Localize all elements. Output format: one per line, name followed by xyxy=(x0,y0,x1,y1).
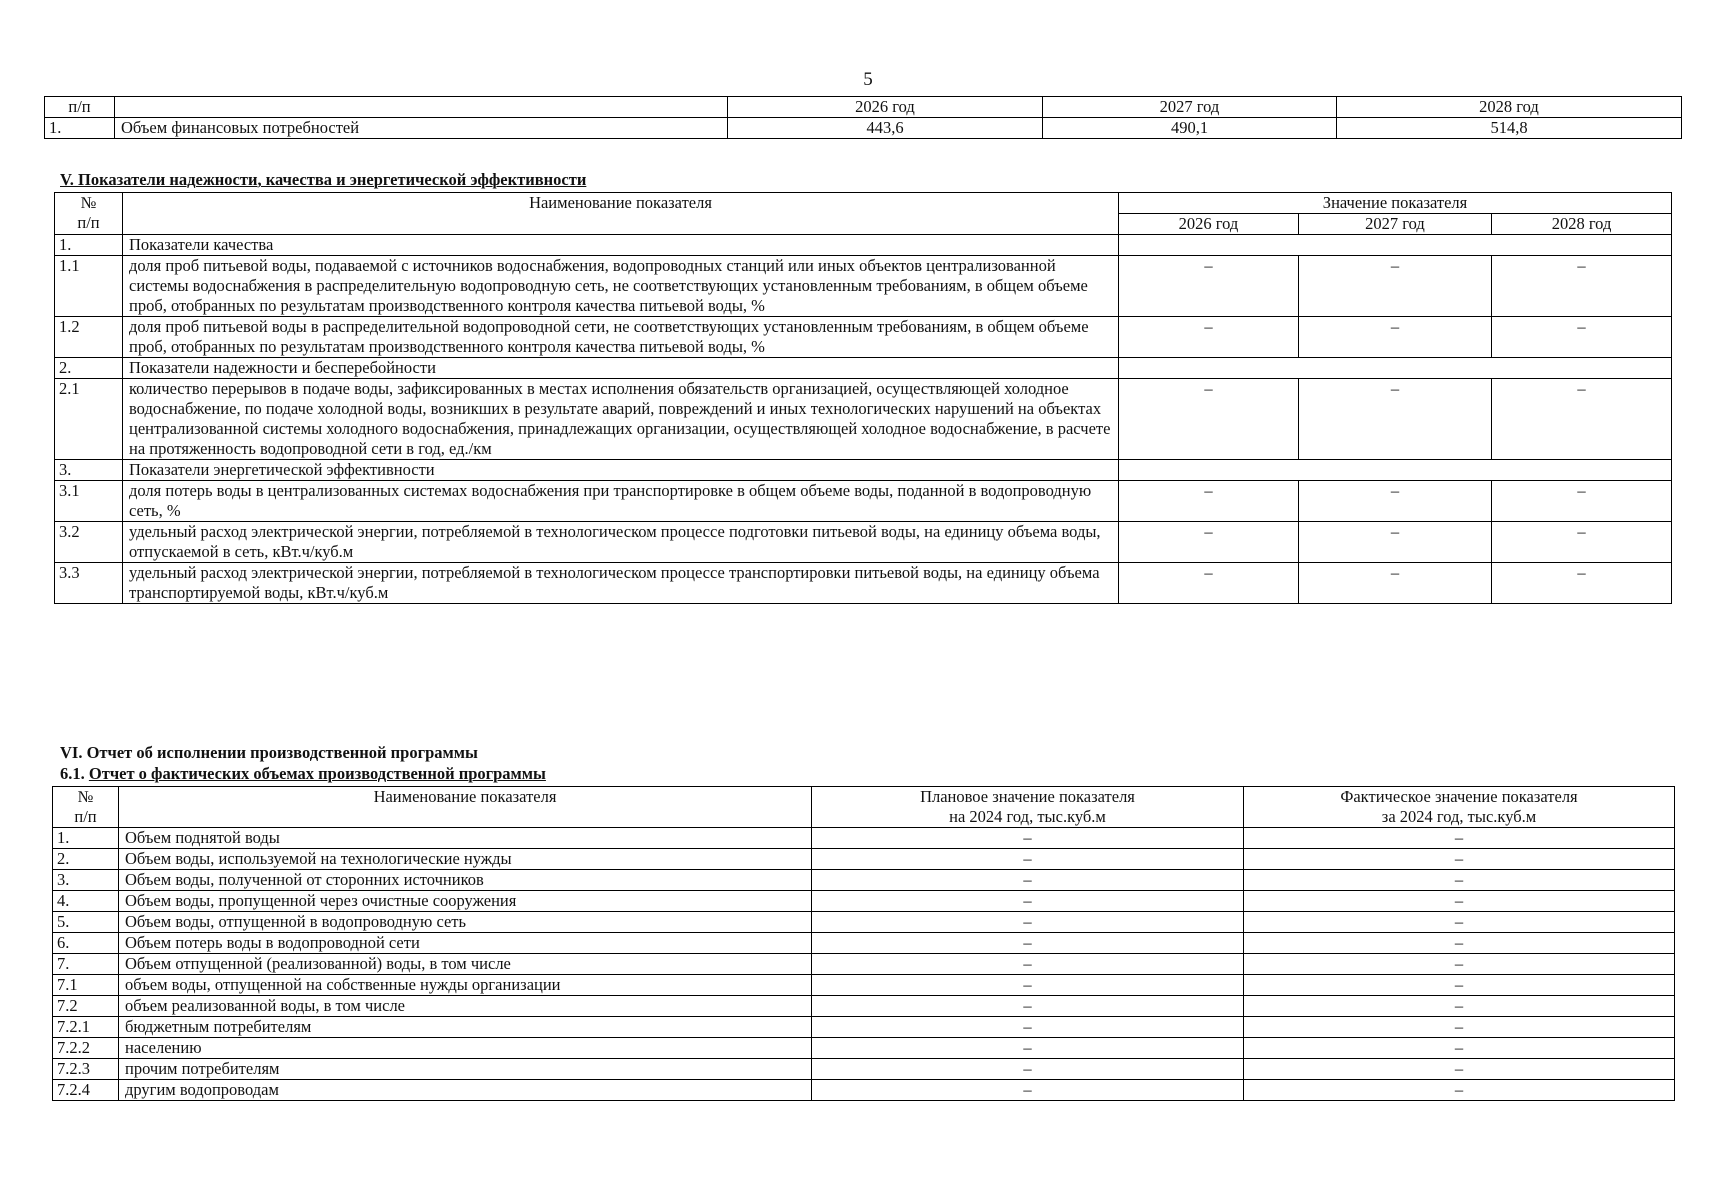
indicator-num: 2.1 xyxy=(55,379,123,460)
report-fact: – xyxy=(1244,996,1675,1017)
report-num: 4. xyxy=(53,891,119,912)
indicator-value xyxy=(1119,317,1299,358)
report-header-fact-line2: за 2024 год, тыс.куб.м xyxy=(1381,807,1537,826)
report-header-num-line1: № xyxy=(77,787,94,806)
report-row xyxy=(53,996,1675,1017)
report-plan: – xyxy=(812,1017,1244,1038)
report-fact: – xyxy=(1244,954,1675,975)
section-vi-subtitle-prefix: 6.1. xyxy=(60,764,89,783)
indicator-value-text: – xyxy=(1577,317,1586,336)
indicator-num: 1.2 xyxy=(55,317,123,358)
indicators-body xyxy=(55,235,1672,604)
report-header-plan-line1: Плановое значение показателя xyxy=(920,787,1135,806)
indicators-header-2026: 2026 год xyxy=(1119,214,1299,235)
report-row xyxy=(53,1080,1675,1101)
indicator-value-text: – xyxy=(1577,256,1586,275)
indicator-value xyxy=(1492,256,1672,317)
indicator-group-empty xyxy=(1119,358,1672,379)
indicator-value-text: – xyxy=(1577,481,1586,500)
report-name: Объем отпущенной (реализованной) воды, в том числе xyxy=(119,954,812,975)
report-name: Объем воды, полученной от сторонних источников xyxy=(119,870,812,891)
indicator-value-text: – xyxy=(1390,522,1400,541)
report-plan: – xyxy=(812,891,1244,912)
finance-header-2027: 2027 год xyxy=(1043,97,1337,118)
report-num: 7.1 xyxy=(53,975,119,996)
indicator-value xyxy=(1492,379,1672,460)
report-plan: – xyxy=(812,870,1244,891)
finance-table xyxy=(44,96,1682,139)
indicators-header-2028: 2028 год xyxy=(1492,214,1672,235)
report-name: прочим потребителям xyxy=(119,1059,812,1080)
indicator-value-text: – xyxy=(1204,522,1213,541)
indicator-value-text: – xyxy=(1577,379,1586,398)
indicator-num: 3. xyxy=(55,460,123,481)
indicator-value-text: – xyxy=(1204,481,1213,500)
report-table xyxy=(52,786,1675,1101)
finance-row xyxy=(45,118,1682,139)
indicator-num: 3.1 xyxy=(55,481,123,522)
report-body xyxy=(53,828,1675,1101)
indicator-value-text: – xyxy=(1390,256,1400,275)
report-plan: – xyxy=(812,954,1244,975)
report-plan: – xyxy=(812,912,1244,933)
indicator-group-empty xyxy=(1119,235,1672,256)
indicator-value-text: – xyxy=(1204,256,1213,275)
indicator-row xyxy=(55,256,1672,317)
indicator-num: 3.2 xyxy=(55,522,123,563)
section-v-title xyxy=(60,170,586,190)
indicators-header-num-line2: п/п xyxy=(77,213,100,232)
finance-header-2028: 2028 год xyxy=(1337,97,1682,118)
finance-row-2026: 443,6 xyxy=(728,118,1043,139)
indicator-name: удельный расход электрической энергии, потребляемой в технологическом процессе подготовки питьевой воды, на единицу объема воды, отпускаемой в сеть, кВт.ч/куб.м xyxy=(123,522,1119,563)
report-num: 7.2.4 xyxy=(53,1080,119,1101)
report-row xyxy=(53,1059,1675,1080)
section-vi-subtitle-text: Отчет о фактических объемах производственной программы xyxy=(88,764,546,783)
indicator-group-row xyxy=(55,235,1672,256)
indicators-header-2027: 2027 год xyxy=(1299,214,1492,235)
indicator-name: Показатели энергетической эффективности xyxy=(123,460,1119,481)
indicator-num: 2. xyxy=(55,358,123,379)
report-header-row xyxy=(53,787,1675,828)
indicator-num: 1.1 xyxy=(55,256,123,317)
finance-header-num: п/п xyxy=(45,97,115,118)
report-num: 3. xyxy=(53,870,119,891)
report-plan: – xyxy=(812,1080,1244,1101)
report-num: 7.2.3 xyxy=(53,1059,119,1080)
report-num: 7.2.2 xyxy=(53,1038,119,1059)
indicator-name: Показатели надежности и бесперебойности xyxy=(123,358,1119,379)
report-header-fact xyxy=(1244,787,1675,828)
report-num: 7. xyxy=(53,954,119,975)
report-header-fact-line1: Фактическое значение показателя xyxy=(1340,787,1578,806)
report-row xyxy=(53,975,1675,996)
report-row xyxy=(53,912,1675,933)
indicator-value xyxy=(1299,256,1492,317)
indicator-name: количество перерывов в подаче воды, зафиксированных в местах исполнения обязательств организацией, осуществляющей холодное водоснабжение, по подаче холодной воды, возникших в результате аварий, повреждений и иных технологических нарушений на объектах централизованной системы холодного водоснабжения, принадлежащих организации, осуществляющей холодное водоснабжение, в расчете на протяженность водопроводной сети в год, ед./км xyxy=(123,379,1119,460)
report-row xyxy=(53,870,1675,891)
indicator-value xyxy=(1299,522,1492,563)
finance-row-name: Объем финансовых потребностей xyxy=(115,118,728,139)
report-header-name: Наименование показателя xyxy=(119,787,812,828)
indicator-group-row xyxy=(55,460,1672,481)
indicator-name: доля проб питьевой воды, подаваемой с источников водоснабжения, водопроводных станций или иных объектов централизованной системы водоснабжения в распределительную водопроводную сеть, не соответствующих установленным требованиям, в общем объеме проб, отобранных по результатам производственного контроля качества питьевой воды, % xyxy=(123,256,1119,317)
indicators-header-num xyxy=(55,193,123,235)
report-plan: – xyxy=(812,849,1244,870)
report-num: 7.2.1 xyxy=(53,1017,119,1038)
indicator-row xyxy=(55,317,1672,358)
finance-row-2028: 514,8 xyxy=(1337,118,1682,139)
report-plan: – xyxy=(812,1059,1244,1080)
report-row xyxy=(53,849,1675,870)
indicator-value-text: – xyxy=(1390,481,1400,500)
finance-row-2027: 490,1 xyxy=(1043,118,1337,139)
indicator-value xyxy=(1492,563,1672,604)
finance-header-name xyxy=(115,97,728,118)
finance-header-row xyxy=(45,97,1682,118)
report-num: 2. xyxy=(53,849,119,870)
indicator-value-text: – xyxy=(1390,317,1400,336)
report-header-num-line2: п/п xyxy=(74,807,97,826)
report-header-num xyxy=(53,787,119,828)
indicator-num: 3.3 xyxy=(55,563,123,604)
report-num: 5. xyxy=(53,912,119,933)
indicator-value xyxy=(1492,522,1672,563)
finance-row-num: 1. xyxy=(45,118,115,139)
report-header-plan-line2: на 2024 год, тыс.куб.м xyxy=(949,807,1106,826)
indicators-header-name: Наименование показателя xyxy=(123,193,1119,235)
indicator-value xyxy=(1119,379,1299,460)
report-row xyxy=(53,954,1675,975)
indicator-value xyxy=(1492,317,1672,358)
report-fact: – xyxy=(1244,891,1675,912)
report-fact: – xyxy=(1244,1059,1675,1080)
indicators-header-row-1 xyxy=(55,193,1672,214)
indicator-group-empty xyxy=(1119,460,1672,481)
indicator-value-text: – xyxy=(1390,379,1400,398)
finance-header-2026: 2026 год xyxy=(728,97,1043,118)
report-fact: – xyxy=(1244,933,1675,954)
report-name: Объем воды, используемой на технологические нужды xyxy=(119,849,812,870)
report-name: Объем потерь воды в водопроводной сети xyxy=(119,933,812,954)
indicator-value-text: – xyxy=(1204,379,1213,398)
report-row xyxy=(53,891,1675,912)
indicator-value xyxy=(1119,563,1299,604)
report-num: 7.2 xyxy=(53,996,119,1017)
report-fact: – xyxy=(1244,975,1675,996)
report-plan: – xyxy=(812,975,1244,996)
report-num: 6. xyxy=(53,933,119,954)
indicator-row xyxy=(55,563,1672,604)
section-vi-title xyxy=(60,743,478,763)
report-fact: – xyxy=(1244,828,1675,849)
indicator-value xyxy=(1119,522,1299,563)
report-row xyxy=(53,828,1675,849)
indicators-header-value: Значение показателя xyxy=(1119,193,1672,214)
indicator-value-text: – xyxy=(1390,563,1400,582)
report-plan: – xyxy=(812,828,1244,849)
report-name: объем реализованной воды, в том числе xyxy=(119,996,812,1017)
page-number: 5 xyxy=(863,69,873,90)
report-name: другим водопроводам xyxy=(119,1080,812,1101)
report-plan: – xyxy=(812,933,1244,954)
indicator-value-text: – xyxy=(1204,317,1213,336)
section-v-title-text: V. Показатели надежности, качества и энергетической эффективности xyxy=(60,170,587,189)
indicator-row xyxy=(55,522,1672,563)
indicator-value-text: – xyxy=(1577,522,1586,541)
report-row xyxy=(53,933,1675,954)
indicator-row xyxy=(55,379,1672,460)
indicator-name: Показатели качества xyxy=(123,235,1119,256)
report-name: населению xyxy=(119,1038,812,1059)
report-header-plan xyxy=(812,787,1244,828)
indicator-value xyxy=(1299,379,1492,460)
report-name: Объем поднятой воды xyxy=(119,828,812,849)
section-vi-subtitle xyxy=(60,764,546,784)
report-fact: – xyxy=(1244,870,1675,891)
report-name: бюджетным потребителям xyxy=(119,1017,812,1038)
indicator-value xyxy=(1299,317,1492,358)
indicator-name: удельный расход электрической энергии, потребляемой в технологическом процессе транспортировки питьевой воды, на единицу объема транспортируемой воды, кВт.ч/куб.м xyxy=(123,563,1119,604)
report-fact: – xyxy=(1244,1017,1675,1038)
report-name: Объем воды, пропущенной через очистные сооружения xyxy=(119,891,812,912)
section-vi-title-text: VI. Отчет об исполнении производственной программы xyxy=(60,743,478,762)
report-plan: – xyxy=(812,1038,1244,1059)
indicators-header-num-line1: № xyxy=(80,193,97,212)
report-fact: – xyxy=(1244,1080,1675,1101)
report-fact: – xyxy=(1244,912,1675,933)
indicator-value-text: – xyxy=(1577,563,1586,582)
report-fact: – xyxy=(1244,1038,1675,1059)
indicator-value xyxy=(1119,256,1299,317)
indicator-value xyxy=(1299,563,1492,604)
indicator-group-row xyxy=(55,358,1672,379)
report-row xyxy=(53,1017,1675,1038)
report-num: 1. xyxy=(53,828,119,849)
indicator-name: доля проб питьевой воды в распределительной водопроводной сети, не соответствующих установленным требованиям, в общем объеме проб, отобранных по результатам производственного контроля качества питьевой воды, % xyxy=(123,317,1119,358)
indicator-value xyxy=(1299,481,1492,522)
report-plan: – xyxy=(812,996,1244,1017)
indicator-value xyxy=(1119,481,1299,522)
report-name: объем воды, отпущенной на собственные нужды организации xyxy=(119,975,812,996)
report-fact: – xyxy=(1244,849,1675,870)
indicators-table xyxy=(54,192,1672,604)
indicator-num: 1. xyxy=(55,235,123,256)
indicator-row xyxy=(55,481,1672,522)
indicator-name: доля потерь воды в централизованных системах водоснабжения при транспортировке в общем объеме воды, поданной в водопроводную сеть, % xyxy=(123,481,1119,522)
report-row xyxy=(53,1038,1675,1059)
indicator-value-text: – xyxy=(1204,563,1213,582)
indicator-value xyxy=(1492,481,1672,522)
report-name: Объем воды, отпущенной в водопроводную сеть xyxy=(119,912,812,933)
